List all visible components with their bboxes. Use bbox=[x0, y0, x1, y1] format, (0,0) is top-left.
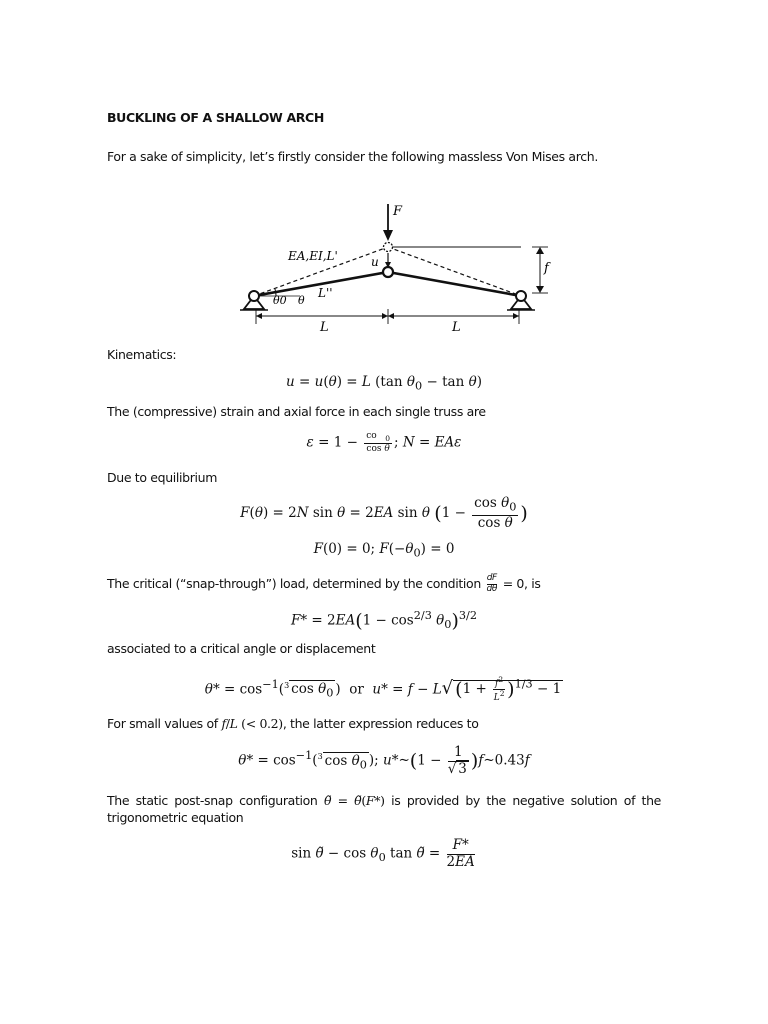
equation-critical-load: $F* = 2EA(1 - \cos^{2/3} \theta_0)^{3/2}$ bbox=[291, 609, 477, 632]
deformed-truss-right bbox=[388, 272, 521, 296]
label-height: f bbox=[544, 261, 549, 276]
equation-small-values: $\theta* = \cos^{-1}(^3$ $\cos \theta_0$ ); u*~(1 − $\frac{1}{√ 3}$ )f~0.43f bbox=[238, 744, 530, 777]
strain-intro: The (compressive) strain and axial force in each single truss are bbox=[107, 404, 486, 419]
original-truss-right bbox=[388, 247, 521, 296]
label-deformed-length: L'' bbox=[318, 286, 333, 300]
critical-load-sentence bbox=[107, 574, 541, 595]
label-span-right: L bbox=[452, 320, 461, 335]
equation-strain: ε = 1 − $\frac{co _0}{\text{cos θ}}$ ; N = EAε bbox=[306, 431, 462, 455]
equation-critical-angle: $\theta* = \cos^{-1}(^3$ $\cos \theta_0$ ) or u* = f − L√ (1 + $\frac{f^2}{L^2}$ )$^{1/3}$ − 1 bbox=[204, 675, 562, 704]
small-values-condition: f/L (< 0.2) bbox=[221, 716, 283, 731]
associated-label: associated to a critical angle or displacement bbox=[107, 641, 376, 656]
label-theta0: θ0 bbox=[273, 294, 287, 307]
document-title: BUCKLING OF A SHALLOW ARCH bbox=[107, 110, 324, 125]
label-theta: θ bbox=[298, 294, 305, 307]
small-values-suffix: , the latter expression reduces to bbox=[282, 716, 479, 731]
equation-force: F(θ) = 2N sin θ = 2EA sin θ (1 − $\frac{\cos \theta_0}{\text{cos θ}}$ ) bbox=[240, 495, 528, 531]
original-apex-hinge bbox=[384, 243, 393, 252]
post-snap-intro: The static post-snap configuration bbox=[107, 793, 318, 808]
post-snap-config: θ̃ = θ̃(F*) bbox=[323, 793, 385, 808]
arch-figure bbox=[240, 196, 560, 336]
load-arrow-head bbox=[383, 230, 393, 241]
small-values-intro: For small values of bbox=[107, 716, 218, 731]
intro-paragraph: For a sake of simplicity, let’s firstly consider the following massless Von Mises arch. bbox=[107, 149, 598, 164]
equation-post-snap: sin θ̃ − $\cos \theta_0$ tan θ̃ = $\frac{F*}{2EA}$ bbox=[291, 837, 475, 870]
equation-boundary: F(0) = 0; $F(-\theta_0) = 0$ bbox=[313, 541, 455, 560]
apex-hinge bbox=[383, 267, 393, 277]
equilibrium-label: Due to equilibrium bbox=[107, 470, 218, 485]
dF-dtheta: $\frac{dF}{d\theta}$ bbox=[486, 573, 498, 594]
label-stiffness: EA,EI,L' bbox=[288, 249, 338, 263]
label-span-left: L bbox=[320, 320, 329, 335]
label-displacement: u bbox=[371, 255, 379, 269]
height-arrow-bottom bbox=[536, 286, 544, 293]
critical-load-suffix: = 0, is bbox=[502, 575, 541, 591]
critical-load-intro: The critical (“snap-through”) load, determined by the condition bbox=[107, 575, 481, 591]
kinematics-label: Kinematics: bbox=[107, 347, 177, 362]
label-force: F bbox=[393, 204, 403, 219]
height-arrow-top bbox=[536, 247, 544, 254]
small-values-sentence bbox=[107, 716, 479, 731]
equation-displacement: u = u(θ) = L (tan $\theta_0 - \tan \theta$) bbox=[286, 374, 482, 393]
post-snap-suffix: is provided by the negative solution of the trigonometric equation bbox=[107, 793, 662, 825]
post-snap-paragraph bbox=[107, 792, 661, 826]
